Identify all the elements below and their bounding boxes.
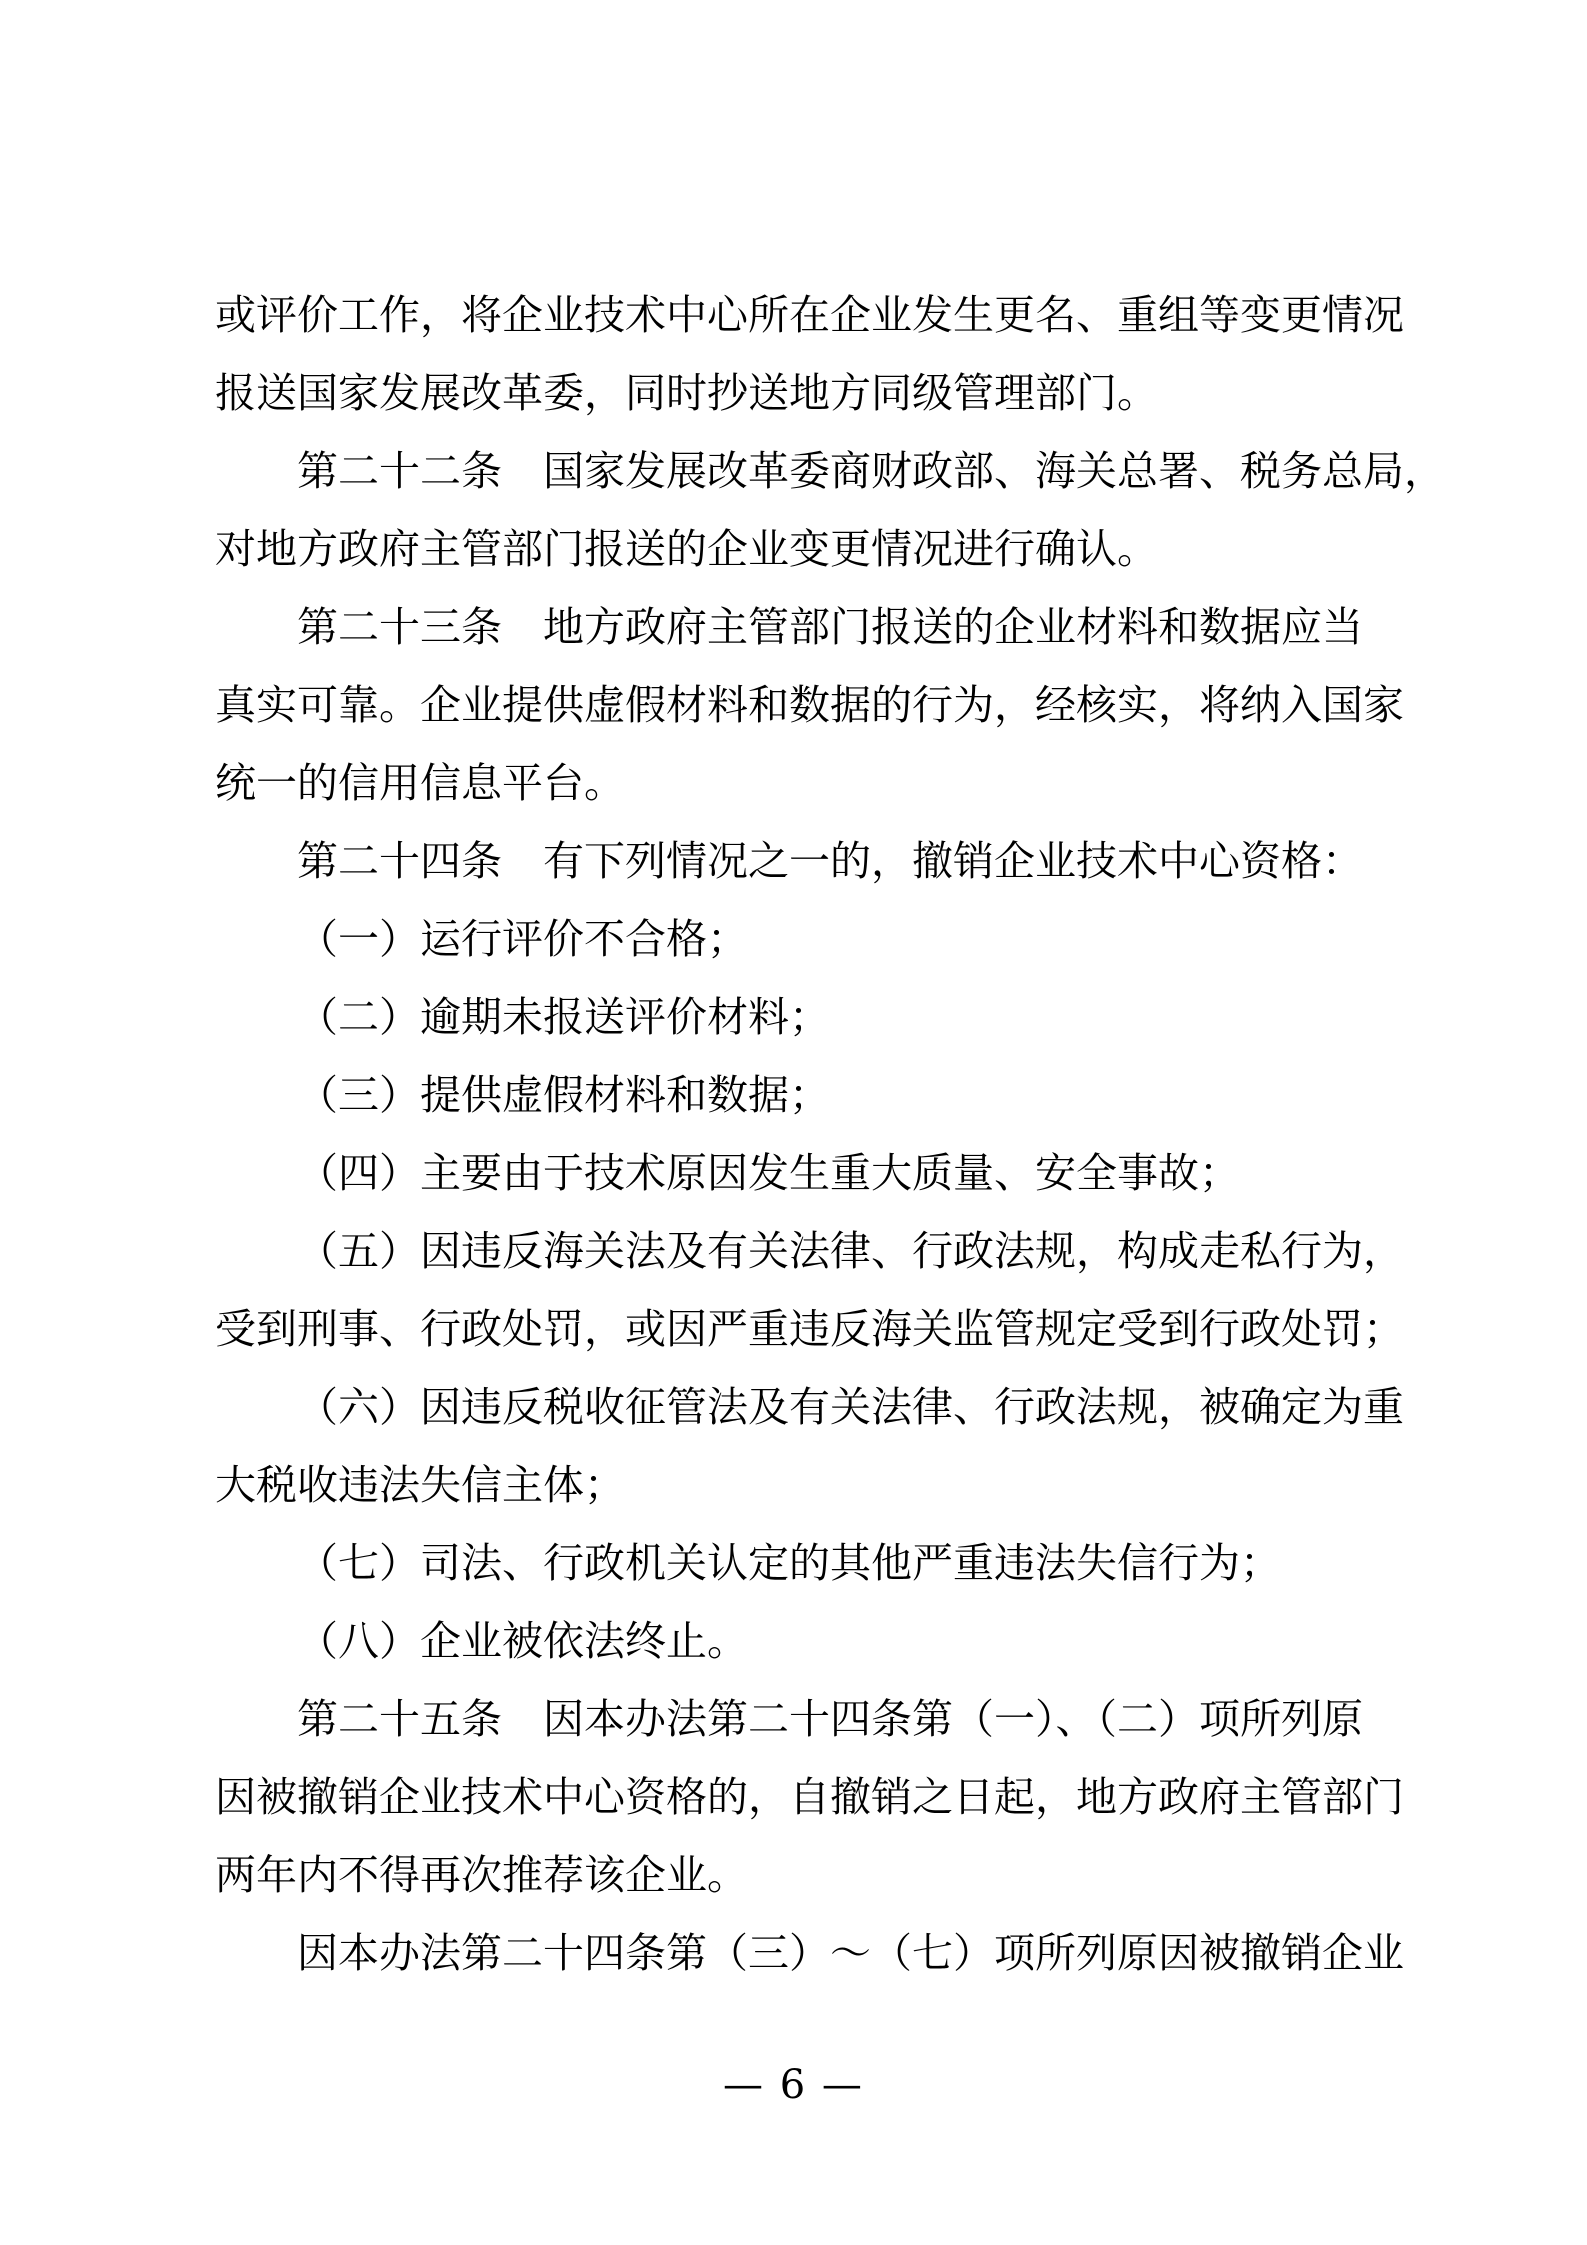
document-line: （五）因违反海关法及有关法律、行政法规，构成走私行为，	[297, 1228, 1404, 1274]
document-line: 第二十二条 国家发展改革委商财政部、海关总署、税务总局，	[297, 448, 1445, 494]
document-line: 因本办法第二十四条第（三）～（七）项所列原因被撤销企业	[297, 1930, 1404, 1976]
text-block	[215, 276, 1445, 1992]
page-number: — 6 —	[723, 2062, 864, 2108]
document-line: （四）主要由于技术原因发生重大质量、安全事故；	[297, 1150, 1240, 1196]
document-line: 第二十三条 地方政府主管部门报送的企业材料和数据应当	[297, 604, 1363, 650]
document-line: 两年内不得再次推荐该企业。	[215, 1852, 748, 1898]
document-line: 大税收违法失信主体；	[215, 1462, 625, 1508]
document-line: （六）因违反税收征管法及有关法律、行政法规，被确定为重	[297, 1384, 1404, 1430]
document-line: 第二十四条 有下列情况之一的，撤销企业技术中心资格：	[297, 838, 1363, 884]
document-line: 受到刑事、行政处罚，或因严重违反海关监管规定受到行政处罚；	[215, 1306, 1404, 1352]
document-line: 或评价工作，将企业技术中心所在企业发生更名、重组等变更情况	[215, 292, 1404, 338]
document-line: 报送国家发展改革委，同时抄送地方同级管理部门。	[215, 370, 1158, 416]
document-line: 真实可靠。企业提供虚假材料和数据的行为，经核实，将纳入国家	[215, 682, 1404, 728]
page-footer	[0, 2062, 1587, 2108]
document-line: （二）逾期未报送评价材料；	[297, 994, 830, 1040]
document-line: （七）司法、行政机关认定的其他严重违法失信行为；	[297, 1540, 1281, 1586]
document-line: 因被撤销企业技术中心资格的，自撤销之日起，地方政府主管部门	[215, 1774, 1404, 1820]
document-line: 第二十五条 因本办法第二十四条第（一）、（二）项所列原	[297, 1696, 1363, 1742]
document-line: （三）提供虚假材料和数据；	[297, 1072, 830, 1118]
document-line: （一）运行评价不合格；	[297, 916, 748, 962]
document-line: 对地方政府主管部门报送的企业变更情况进行确认。	[215, 526, 1158, 572]
document-line: 统一的信用信息平台。	[215, 760, 625, 806]
document-line: （八）企业被依法终止。	[297, 1618, 748, 1664]
